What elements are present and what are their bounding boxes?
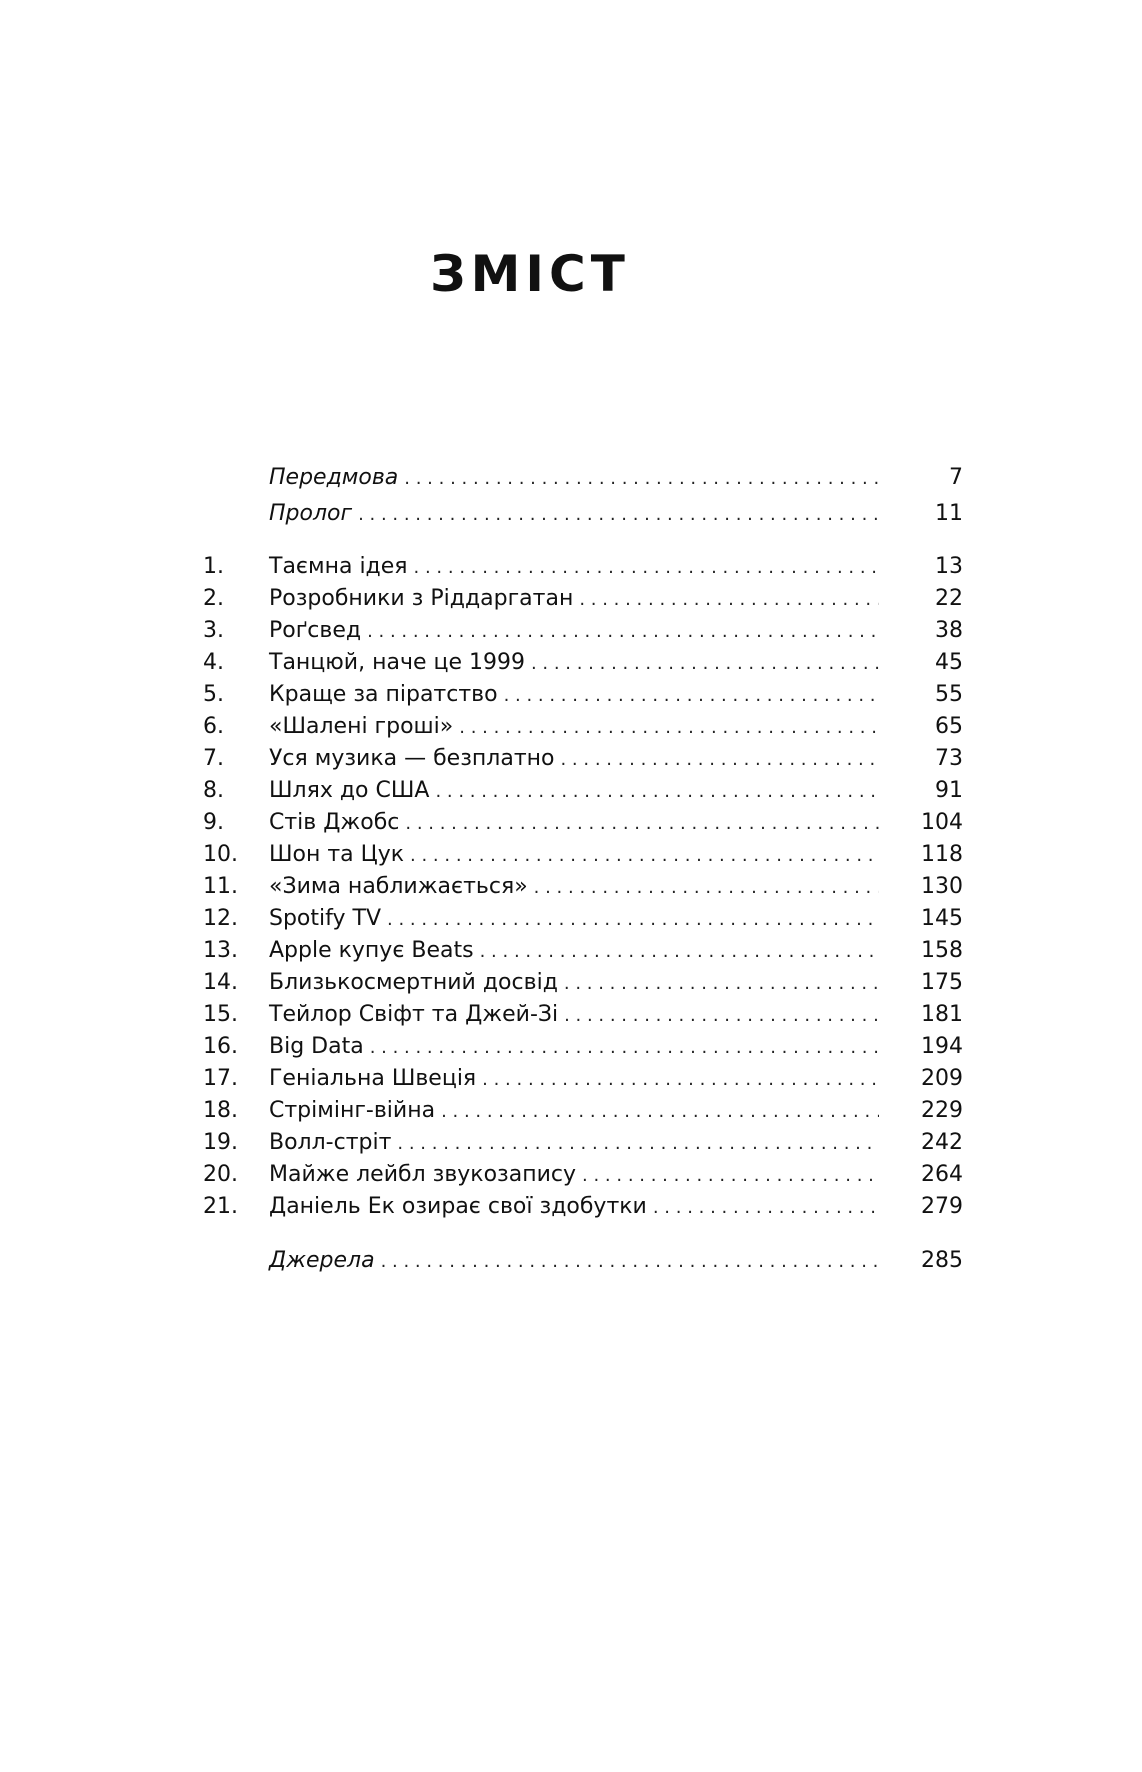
toc-page-number: 130 <box>921 874 963 899</box>
toc-title: «Зима наближається» <box>269 874 528 899</box>
toc-number: 6. <box>203 714 224 739</box>
toc-title: Apple купує Beats <box>269 938 474 963</box>
toc-page-number: 55 <box>935 682 963 707</box>
toc-page-number: 285 <box>921 1248 963 1273</box>
toc-page-number: 73 <box>935 746 963 771</box>
toc-title: Уся музика — безплатно <box>269 746 555 771</box>
toc-row-chapter-11[interactable] <box>203 871 963 903</box>
toc-title: Геніальна Швеція <box>269 1066 477 1091</box>
toc-number: 4. <box>203 650 224 675</box>
toc-number: 5. <box>203 682 224 707</box>
toc-page-number: 118 <box>921 842 963 867</box>
toc-number: 17. <box>203 1066 238 1091</box>
toc-dot-leader <box>358 499 879 531</box>
toc-number: 15. <box>203 1002 238 1027</box>
toc-row-chapter-21[interactable] <box>203 1191 963 1223</box>
toc-row-chapter-14[interactable] <box>203 967 963 999</box>
toc-dot-leader <box>482 1064 879 1096</box>
toc-dot-leader <box>367 616 879 648</box>
toc-row-chapter-20[interactable] <box>203 1159 963 1191</box>
toc-title: Spotify TV <box>269 906 381 931</box>
toc-row-chapter-3[interactable] <box>203 615 963 647</box>
toc-row-chapter-6[interactable] <box>203 711 963 743</box>
toc-row-chapter-8[interactable] <box>203 775 963 807</box>
toc-dot-leader <box>653 1192 879 1224</box>
toc-number: 16. <box>203 1034 238 1059</box>
toc-title: Big Data <box>269 1034 364 1059</box>
toc-row-chapter-9[interactable] <box>203 807 963 839</box>
toc-dot-leader <box>560 744 879 776</box>
toc-title: Майже лейбл звукозапису <box>269 1162 577 1187</box>
toc-number: 13. <box>203 938 238 963</box>
toc-number: 14. <box>203 970 238 995</box>
toc-title: Розробники з Ріддаргатан <box>269 586 574 611</box>
toc-page-number: 45 <box>935 650 963 675</box>
toc-row-prologue[interactable] <box>203 498 963 530</box>
toc-number: 8. <box>203 778 224 803</box>
toc-title: Пролог <box>269 501 353 526</box>
toc-row-chapter-17[interactable] <box>203 1063 963 1095</box>
toc-row-foreword[interactable] <box>203 462 963 494</box>
toc-page-number: 158 <box>921 938 963 963</box>
toc-row-chapter-1[interactable] <box>203 551 963 583</box>
toc-title: Краще за піратство <box>269 682 498 707</box>
toc-dot-leader <box>387 904 879 936</box>
toc-number: 18. <box>203 1098 238 1123</box>
toc-dot-leader <box>564 1000 879 1032</box>
toc-title: Стрімінг-війна <box>269 1098 436 1123</box>
toc-dot-leader <box>404 463 879 495</box>
toc-title: «Шалені гроші» <box>269 714 454 739</box>
toc-number: 19. <box>203 1130 238 1155</box>
toc-dot-leader <box>534 872 879 904</box>
toc-row-chapter-16[interactable] <box>203 1031 963 1063</box>
toc-dot-leader <box>381 1246 879 1278</box>
toc-row-chapter-5[interactable] <box>203 679 963 711</box>
toc-page-number: 22 <box>935 586 963 611</box>
toc-dot-leader <box>582 1160 879 1192</box>
toc-row-sources[interactable] <box>203 1245 963 1277</box>
toc-number: 3. <box>203 618 224 643</box>
toc-dot-leader <box>579 584 879 616</box>
toc-page-number: 13 <box>935 554 963 579</box>
toc-title: Близькосмертний досвід <box>269 970 558 995</box>
toc-title: Танцюй, наче це 1999 <box>269 650 525 675</box>
toc-dot-leader <box>410 840 879 872</box>
toc-title: Шон та Цук <box>269 842 405 867</box>
toc-row-chapter-18[interactable] <box>203 1095 963 1127</box>
toc-number: 1. <box>203 554 224 579</box>
toc-row-chapter-13[interactable] <box>203 935 963 967</box>
page-title: ЗМІСТ <box>430 245 630 303</box>
toc-number: 20. <box>203 1162 238 1187</box>
toc-dot-leader <box>405 808 879 840</box>
toc-row-chapter-12[interactable] <box>203 903 963 935</box>
toc-number: 21. <box>203 1194 238 1219</box>
toc-title: Передмова <box>269 465 399 490</box>
toc-page-number: 38 <box>935 618 963 643</box>
toc-page-number: 181 <box>921 1002 963 1027</box>
toc-title: Джерела <box>269 1248 375 1273</box>
toc-number: 9. <box>203 810 224 835</box>
toc-title: Волл-стріт <box>269 1130 392 1155</box>
toc-row-chapter-4[interactable] <box>203 647 963 679</box>
toc-title: Даніель Ек озирає свої здобутки <box>269 1194 647 1219</box>
toc-dot-leader <box>531 648 879 680</box>
toc-number: 11. <box>203 874 238 899</box>
toc-dot-leader <box>435 776 879 808</box>
toc-page-number: 145 <box>921 906 963 931</box>
toc-title: Шлях до США <box>269 778 430 803</box>
toc-dot-leader <box>397 1128 879 1160</box>
toc-page-number: 242 <box>921 1130 963 1155</box>
toc-dot-leader <box>441 1096 879 1128</box>
toc-number: 7. <box>203 746 224 771</box>
toc-row-chapter-15[interactable] <box>203 999 963 1031</box>
toc-page-number: 194 <box>921 1034 963 1059</box>
toc-page-number: 279 <box>921 1194 963 1219</box>
toc-title: Тейлор Свіфт та Джей-Зі <box>269 1002 559 1027</box>
toc-dot-leader <box>564 968 879 1000</box>
toc-dot-leader <box>414 552 879 584</box>
toc-page-number: 91 <box>935 778 963 803</box>
toc-title: Стів Джобс <box>269 810 400 835</box>
toc-row-chapter-19[interactable] <box>203 1127 963 1159</box>
toc-page-number: 104 <box>921 810 963 835</box>
toc-number: 2. <box>203 586 224 611</box>
toc-page-number: 11 <box>935 501 963 526</box>
toc-dot-leader <box>504 680 879 712</box>
toc-row-chapter-7[interactable] <box>203 743 963 775</box>
toc-page-number: 264 <box>921 1162 963 1187</box>
toc-row-chapter-10[interactable] <box>203 839 963 871</box>
toc-page-number: 229 <box>921 1098 963 1123</box>
toc-page-number: 209 <box>921 1066 963 1091</box>
toc-dot-leader <box>459 712 879 744</box>
toc-dot-leader <box>370 1032 879 1064</box>
toc-number: 10. <box>203 842 238 867</box>
toc-dot-leader <box>480 936 879 968</box>
toc-title: Роґсвед <box>269 618 362 643</box>
toc-title: Таємна ідея <box>269 554 408 579</box>
toc-row-chapter-2[interactable] <box>203 583 963 615</box>
toc-page-number: 7 <box>949 465 963 490</box>
toc-page-number: 65 <box>935 714 963 739</box>
toc-number: 12. <box>203 906 238 931</box>
toc-page-number: 175 <box>921 970 963 995</box>
